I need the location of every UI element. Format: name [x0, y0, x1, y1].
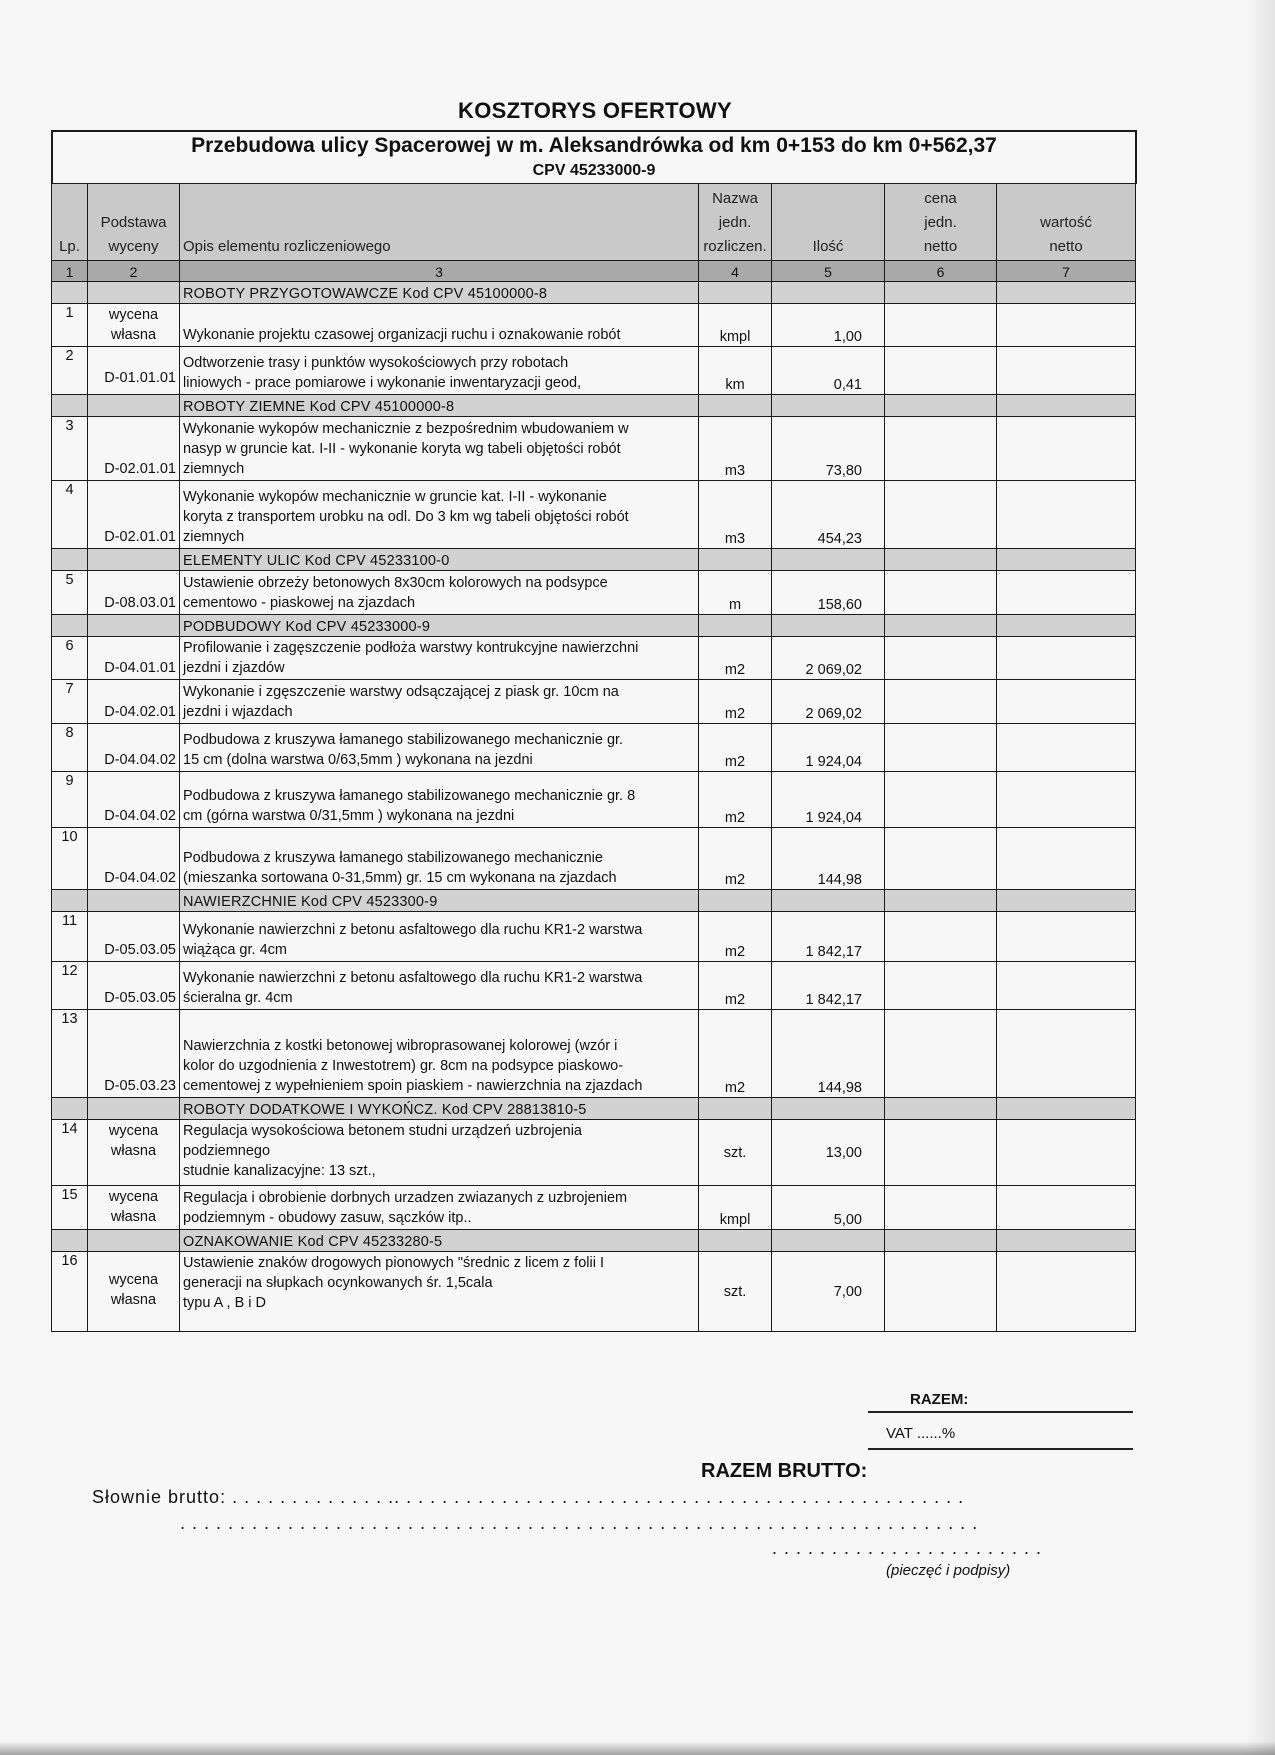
net-value-cell: [997, 1120, 1136, 1186]
section-empty-cell: [699, 282, 772, 304]
basis-line: wycena: [108, 307, 159, 323]
description-cell: [180, 481, 699, 549]
description-cell: [180, 1252, 699, 1332]
basis-line: D-05.03.05: [104, 990, 176, 1006]
net-value-cell: [997, 1186, 1136, 1230]
table-row: [52, 912, 1136, 962]
unit-price-cell: [885, 1120, 997, 1186]
lp-cell: 6: [52, 637, 88, 680]
net-value-cell: [997, 304, 1136, 347]
lp-cell: 4: [52, 481, 88, 549]
section-empty-cell: [772, 549, 885, 571]
section-empty-cell: [88, 615, 180, 637]
description-line: Wykonanie nawierzchni z betonu asfaltowego dla ruchu KR1-2 warstwa: [183, 970, 643, 986]
basis-line: D-05.03.05: [104, 942, 176, 958]
table-row: [52, 571, 1136, 615]
section-empty-cell: [699, 1098, 772, 1120]
vat-label: VAT ......%: [886, 1425, 956, 1442]
column-number: 2: [88, 261, 180, 282]
basis-line: D-04.02.01: [104, 704, 176, 720]
quantity-cell: 1 842,17: [772, 912, 885, 962]
table-row: [52, 680, 1136, 724]
slownie-brutto-line: Słownie brutto: . . . . . . . . . . . . . .. . . . . . . . . . . . . . . . . . . . . . . . . . . . . . . . . . . . . . . . . . . . . . . .: [92, 1487, 965, 1507]
header-quantity: Ilość: [772, 184, 885, 261]
section-empty-cell: [88, 1098, 180, 1120]
unit-cell: m2: [699, 962, 772, 1010]
basis-line: D-08.03.01: [104, 595, 176, 611]
basis-line: D-04.04.02: [104, 752, 176, 768]
table-row: [52, 962, 1136, 1010]
description-line: Nawierzchnia z kostki betonowej wibroprasowanej kolorowej (wzór i: [183, 1038, 618, 1054]
unit-price-cell: [885, 724, 997, 772]
quantity-cell: 454,23: [772, 481, 885, 549]
section-empty-cell: [885, 890, 997, 912]
section-label: NAWIERZCHNIE Kod CPV 4523300-9: [180, 890, 699, 912]
basis-line: własna: [110, 1292, 157, 1308]
description-cell: [180, 724, 699, 772]
unit-price-cell: [885, 571, 997, 615]
unit-cell: m2: [699, 680, 772, 724]
basis-cell: [88, 571, 180, 615]
header-unit: Nazwa jedn. rozliczen.: [699, 184, 772, 261]
net-value-cell: [997, 1010, 1136, 1098]
section-empty-cell: [52, 1230, 88, 1252]
lp-cell: 12: [52, 962, 88, 1010]
basis-line: własna: [110, 1143, 157, 1159]
section-empty-cell: [997, 1098, 1136, 1120]
table-row: [52, 828, 1136, 890]
basis-line: wycena: [108, 1189, 159, 1205]
section-empty-cell: [997, 890, 1136, 912]
table-body: [52, 282, 1136, 1332]
unit-price-cell: [885, 680, 997, 724]
quantity-cell: 5,00: [772, 1186, 885, 1230]
section-empty-cell: [885, 1230, 997, 1252]
table-row: [52, 417, 1136, 481]
net-value-cell: [997, 724, 1136, 772]
description-line: ziemnych: [183, 529, 245, 545]
basis-line: D-02.01.01: [104, 461, 176, 477]
quantity-cell: 13,00: [772, 1120, 885, 1186]
lp-cell: 16: [52, 1252, 88, 1332]
basis-cell: [88, 481, 180, 549]
quantity-cell: 2 069,02: [772, 680, 885, 724]
description-line: generacji na słupkach ocynkowanych śr. 1,5cala: [183, 1275, 493, 1291]
description-cell: [180, 347, 699, 395]
section-header-row: [52, 890, 1136, 912]
lp-cell: 8: [52, 724, 88, 772]
unit-cell: m2: [699, 1010, 772, 1098]
razem-brutto-label: RAZEM BRUTTO:: [701, 1460, 868, 1482]
vat-line: [868, 1448, 1133, 1450]
section-empty-cell: [52, 395, 88, 417]
cpv-code: CPV 45233000-9: [532, 162, 656, 179]
unit-cell: m2: [699, 724, 772, 772]
header-basis: Podstawa wyceny: [88, 184, 180, 261]
description-cell: [180, 1010, 699, 1098]
unit-price-cell: [885, 912, 997, 962]
description-line: Podbudowa z kruszywa łamanego stabilizowanego mechanicznie gr. 8: [183, 788, 636, 804]
basis-line: D-04.04.02: [104, 870, 176, 886]
basis-line: D-01.01.01: [104, 370, 176, 386]
section-empty-cell: [52, 282, 88, 304]
unit-price-cell: [885, 962, 997, 1010]
lp-cell: 1: [52, 304, 88, 347]
net-value-cell: [997, 481, 1136, 549]
basis-cell: [88, 962, 180, 1010]
description-line: Wykonanie wykopów mechanicznie w gruncie kat. I-II - wykonanie: [183, 489, 607, 505]
description-line: nasyp w gruncie kat. I-II - wykonanie koryta wg tabeli objętości robót: [183, 441, 621, 457]
description-cell: [180, 1120, 699, 1186]
unit-cell: m3: [699, 417, 772, 481]
unit-cell: m2: [699, 912, 772, 962]
section-empty-cell: [88, 890, 180, 912]
net-value-cell: [997, 417, 1136, 481]
quantity-cell: 144,98: [772, 828, 885, 890]
basis-cell: [88, 724, 180, 772]
description-cell: [180, 417, 699, 481]
description-line: studnie kanalizacyjne: 13 szt.,: [183, 1163, 376, 1179]
basis-cell: [88, 680, 180, 724]
description-line: Odtworzenie trasy i punktów wysokościowych przy robotach: [183, 355, 569, 371]
lp-cell: 13: [52, 1010, 88, 1098]
section-empty-cell: [88, 282, 180, 304]
section-header-row: [52, 615, 1136, 637]
column-number-row: [52, 261, 1136, 282]
net-value-cell: [997, 637, 1136, 680]
section-empty-cell: [885, 395, 997, 417]
description-cell: [180, 304, 699, 347]
lp-cell: 15: [52, 1186, 88, 1230]
unit-price-cell: [885, 417, 997, 481]
basis-cell: [88, 1120, 180, 1186]
section-empty-cell: [88, 549, 180, 571]
scan-edge-shadow: [1245, 0, 1275, 1755]
basis-cell: [88, 417, 180, 481]
table-row: [52, 347, 1136, 395]
basis-cell: [88, 772, 180, 828]
net-value-cell: [997, 912, 1136, 962]
basis-cell: [88, 637, 180, 680]
description-line: Podbudowa z kruszywa łamanego stabilizowanego mechanicznie gr.: [183, 732, 624, 748]
basis-line: wycena: [108, 1272, 159, 1288]
section-empty-cell: [885, 549, 997, 571]
description-cell: [180, 828, 699, 890]
net-value-cell: [997, 571, 1136, 615]
section-header-row: [52, 1098, 1136, 1120]
section-label: PODBUDOWY Kod CPV 45233000-9: [180, 615, 699, 637]
table-row: [52, 1120, 1136, 1186]
quantity-cell: 1 924,04: [772, 724, 885, 772]
basis-cell: [88, 1252, 180, 1332]
section-label: ROBOTY ZIEMNE Kod CPV 45100000-8: [180, 395, 699, 417]
unit-price-cell: [885, 772, 997, 828]
section-empty-cell: [885, 1098, 997, 1120]
net-value-cell: [997, 828, 1136, 890]
section-label: OZNAKOWANIE Kod CPV 45233280-5: [180, 1230, 699, 1252]
basis-line: wycena: [108, 1123, 159, 1139]
description-cell: [180, 1186, 699, 1230]
lp-cell: 10: [52, 828, 88, 890]
description-line: (mieszanka sortowana 0-31,5mm) gr. 15 cm wykonana na zjazdach: [183, 870, 617, 886]
header-unit-price: cena jedn. netto: [885, 184, 997, 261]
description-cell: [180, 680, 699, 724]
quantity-cell: 1 924,04: [772, 772, 885, 828]
net-value-cell: [997, 772, 1136, 828]
section-label: ROBOTY DODATKOWE I WYKOŃCZ. Kod CPV 28813810-5: [180, 1098, 699, 1120]
basis-cell: [88, 1186, 180, 1230]
description-cell: [180, 772, 699, 828]
section-empty-cell: [997, 615, 1136, 637]
table-row: [52, 1252, 1136, 1332]
description-cell: [180, 962, 699, 1010]
quantity-cell: 2 069,02: [772, 637, 885, 680]
unit-cell: m2: [699, 772, 772, 828]
section-header-row: [52, 549, 1136, 571]
basis-line: D-04.01.01: [104, 660, 176, 676]
basis-line: własna: [110, 327, 157, 343]
unit-price-cell: [885, 481, 997, 549]
section-header-row: [52, 395, 1136, 417]
description-cell: [180, 912, 699, 962]
unit-cell: km: [699, 347, 772, 395]
description-line: kolor do uzgodnienia z Inwestotrem) gr. 8cm na podsypce piaskowo-: [183, 1058, 624, 1074]
description-line: koryta z transportem urobku na odl. Do 3 km wg tabeli objętości robót: [183, 509, 629, 525]
section-empty-cell: [885, 615, 997, 637]
section-empty-cell: [699, 1230, 772, 1252]
section-empty-cell: [997, 395, 1136, 417]
description-line: cementowej z wypełnieniem spoin piaskiem - nawierzchnia na zjazdach: [183, 1078, 643, 1094]
description-line: ścieralna gr. 4cm: [183, 990, 293, 1006]
lp-cell: 5: [52, 571, 88, 615]
section-empty-cell: [772, 615, 885, 637]
basis-line: D-02.01.01: [104, 529, 176, 545]
net-value-cell: [997, 347, 1136, 395]
project-subtitle: Przebudowa ulicy Spacerowej w m. Aleksandrówka od km 0+153 do km 0+562,37: [191, 134, 997, 157]
net-value-cell: [997, 680, 1136, 724]
description-line: podziemnego: [183, 1143, 271, 1159]
header-description: Opis elementu rozliczeniowego: [180, 184, 699, 261]
section-empty-cell: [772, 395, 885, 417]
title-frame: [51, 130, 1137, 184]
description-line: jezdni i zjazdów: [183, 660, 285, 676]
description-line: podziemnym - obudowy zasuw, sączków itp..: [183, 1210, 472, 1226]
quantity-cell: 73,80: [772, 417, 885, 481]
description-line: 15 cm (dolna warstwa 0/63,5mm ) wykonana na jezdni: [183, 752, 533, 768]
unit-price-cell: [885, 1010, 997, 1098]
section-header-row: [52, 282, 1136, 304]
scan-bottom-shadow: [0, 1741, 1275, 1755]
column-number: 1: [52, 261, 88, 282]
unit-cell: kmpl: [699, 304, 772, 347]
basis-cell: [88, 1010, 180, 1098]
quantity-cell: 144,98: [772, 1010, 885, 1098]
lp-cell: 9: [52, 772, 88, 828]
razem-line: [868, 1411, 1133, 1413]
unit-cell: m2: [699, 828, 772, 890]
section-empty-cell: [772, 890, 885, 912]
section-empty-cell: [772, 1098, 885, 1120]
quantity-cell: 0,41: [772, 347, 885, 395]
description-cell: [180, 637, 699, 680]
unit-cell: kmpl: [699, 1186, 772, 1230]
description-line: typu A , B i D: [183, 1295, 267, 1311]
unit-price-cell: [885, 304, 997, 347]
table-row: [52, 724, 1136, 772]
description-line: Ustawienie obrzeży betonowych 8x30cm kolorowych na podsypce: [183, 575, 608, 591]
table-row: [52, 304, 1136, 347]
lp-cell: 14: [52, 1120, 88, 1186]
table-header-row: [52, 184, 1136, 261]
unit-cell: m2: [699, 637, 772, 680]
section-header-row: [52, 1230, 1136, 1252]
section-empty-cell: [52, 615, 88, 637]
column-number: 3: [180, 261, 699, 282]
section-empty-cell: [699, 549, 772, 571]
cost-estimate-table: [51, 183, 1136, 1332]
section-empty-cell: [52, 549, 88, 571]
description-line: jezdni i wjazdach: [183, 704, 293, 720]
column-number: 5: [772, 261, 885, 282]
section-label: ROBOTY PRZYGOTOWAWCZE Kod CPV 45100000-8: [180, 282, 699, 304]
description-line: cm (górna warstwa 0/31,5mm ) wykonana na jezdni: [183, 808, 515, 824]
stamp-signature-label: (pieczęć i podpisy): [886, 1562, 1011, 1579]
description-line: Regulacja wysokościowa betonem studni urządzeń uzbrojenia: [183, 1123, 582, 1139]
quantity-cell: 7,00: [772, 1252, 885, 1332]
table-row: [52, 1186, 1136, 1230]
section-empty-cell: [772, 1230, 885, 1252]
quantity-cell: 1,00: [772, 304, 885, 347]
header-lp: Lp.: [52, 184, 88, 261]
section-empty-cell: [88, 1230, 180, 1252]
unit-price-cell: [885, 1186, 997, 1230]
section-empty-cell: [52, 1098, 88, 1120]
description-line: Ustawienie znaków drogowych pionowych "średnic z licem z folii I: [183, 1255, 604, 1271]
description-line: Podbudowa z kruszywa łamanego stabilizowanego mechanicznie: [183, 850, 603, 866]
description-line: wiążąca gr. 4cm: [183, 942, 287, 958]
lp-cell: 11: [52, 912, 88, 962]
signature-line: . . . . . . . . . . . . . . . . . . . . . . .: [772, 1538, 1043, 1558]
header-net-value: wartość netto: [997, 184, 1136, 261]
section-empty-cell: [699, 615, 772, 637]
unit-cell: szt.: [699, 1120, 772, 1186]
description-line: cementowo - piaskowej na zjazdach: [183, 595, 416, 611]
unit-price-cell: [885, 637, 997, 680]
basis-line: [91, 1161, 176, 1181]
description-line: Wykonanie i zgęszczenie warstwy odsączającej z piask gr. 10cm na: [183, 684, 619, 700]
quantity-cell: 158,60: [772, 571, 885, 615]
description-cell: [180, 571, 699, 615]
basis-cell: [88, 912, 180, 962]
lp-cell: 7: [52, 680, 88, 724]
basis-line: [91, 348, 176, 368]
razem-label: RAZEM:: [910, 1391, 969, 1408]
basis-line: D-05.03.23: [104, 1078, 176, 1094]
document-title: KOSZTORYS OFERTOWY: [458, 98, 732, 123]
description-line: Wykonanie wykopów mechanicznie z bezpośrednim wbudowaniem w: [183, 421, 629, 437]
unit-cell: m: [699, 571, 772, 615]
unit-price-cell: [885, 347, 997, 395]
description-line: ziemnych: [183, 461, 245, 477]
table-row: [52, 772, 1136, 828]
basis-cell: [88, 347, 180, 395]
section-empty-cell: [997, 1230, 1136, 1252]
description-line: Profilowanie i zagęszczenie podłoża warstwy kontrukcyjne nawierzchni: [183, 640, 639, 656]
section-empty-cell: [52, 890, 88, 912]
basis-cell: [88, 304, 180, 347]
column-number: 6: [885, 261, 997, 282]
column-number: 4: [699, 261, 772, 282]
unit-cell: szt.: [699, 1252, 772, 1332]
unit-price-cell: [885, 1252, 997, 1332]
lp-cell: 3: [52, 417, 88, 481]
unit-cell: m3: [699, 481, 772, 549]
basis-line: [91, 1310, 176, 1330]
description-line: liniowych - prace pomiarowe i wykonanie inwentaryzacji geod,: [183, 375, 582, 391]
quantity-cell: 1 842,17: [772, 962, 885, 1010]
section-empty-cell: [885, 282, 997, 304]
basis-line: własna: [110, 1209, 157, 1225]
section-empty-cell: [997, 282, 1136, 304]
section-empty-cell: [699, 395, 772, 417]
unit-price-cell: [885, 828, 997, 890]
table-row: [52, 1010, 1136, 1098]
lp-cell: 2: [52, 347, 88, 395]
basis-cell: [88, 828, 180, 890]
slownie-continuation-line: . . . . . . . . . . . . . . . . . . . . . . . . . . . . . . . . . . . . . . . . . . . . . . . . . . . . . . . . . . . . . . . . . . .: [180, 1513, 979, 1533]
table-row: [52, 481, 1136, 549]
table-row: [52, 637, 1136, 680]
section-empty-cell: [997, 549, 1136, 571]
description-line: Regulacja i obrobienie dorbnych urzadzen zwiazanych z uzbrojeniem: [183, 1190, 628, 1206]
section-empty-cell: [699, 890, 772, 912]
basis-line: D-04.04.02: [104, 808, 176, 824]
section-label: ELEMENTY ULIC Kod CPV 45233100-0: [180, 549, 699, 571]
net-value-cell: [997, 962, 1136, 1010]
column-number: 7: [997, 261, 1136, 282]
description-line: Wykonanie projektu czasowej organizacji ruchu i oznakowanie robót: [183, 327, 621, 343]
description-line: Wykonanie nawierzchni z betonu asfaltowego dla ruchu KR1-2 warstwa: [183, 922, 643, 938]
section-empty-cell: [88, 395, 180, 417]
net-value-cell: [997, 1252, 1136, 1332]
section-empty-cell: [772, 282, 885, 304]
